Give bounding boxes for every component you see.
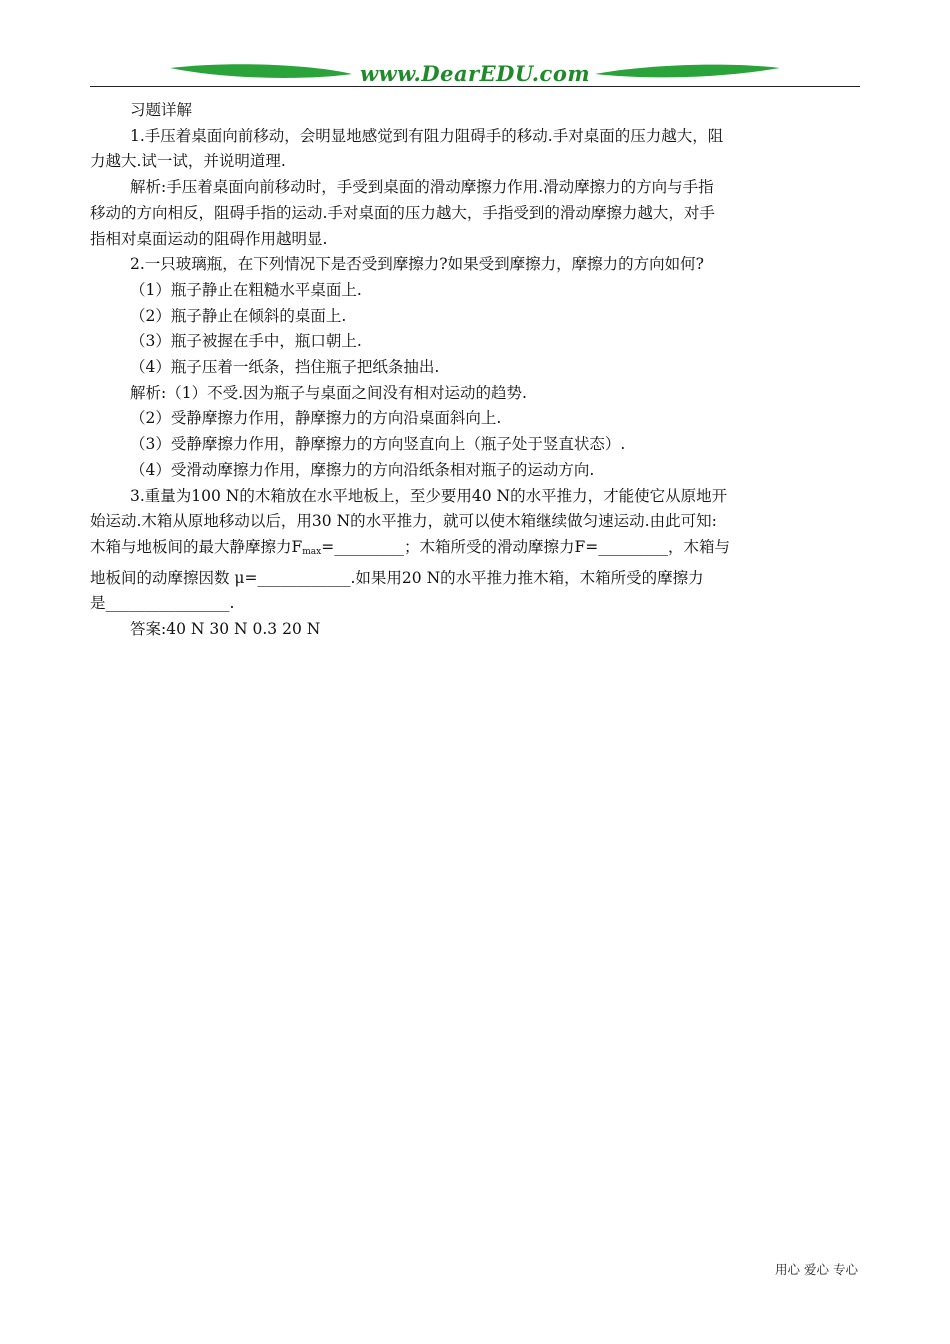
q2-answer-1: 解析:（1）不受.因为瓶子与桌面之间没有相对运动的趋势. xyxy=(130,383,527,402)
q3-line-1: 3.重量为100 N的木箱放在水平地板上，至少要用40 N的水平推力，才能使它从原地开 xyxy=(130,486,728,505)
q3-line-3-end: =_________；木箱所受的滑动摩擦力F=_________，木箱与 xyxy=(321,537,730,556)
q1-answer-line-2: 移动的方向相反，阻碍手指的运动.手对桌面的压力越大，手指受到的滑动摩擦力越大，对手 xyxy=(90,203,715,222)
q1-answer-line-3: 指相对桌面运动的阻碍作用越明显. xyxy=(90,229,328,248)
q3-answer: 答案:40 N 30 N 0.3 20 N xyxy=(130,620,321,639)
header-rule xyxy=(90,86,860,87)
page-footer: 用心 爱心 专心 xyxy=(775,1262,858,1277)
q2-option-2: （2）瓶子静止在倾斜的桌面上. xyxy=(130,306,347,325)
q1-line-1: 1.手压着桌面向前移动，会明显地感觉到有阻力阻碍手的移动.手对桌面的压力越大，阻 xyxy=(130,126,724,145)
q2-option-1: （1）瓶子静止在粗糙水平桌面上. xyxy=(130,280,362,299)
q2-answer-3: （3）受静摩擦力作用，静摩擦力的方向竖直向上（瓶子处于竖直状态）. xyxy=(130,435,626,454)
q3-line-5: 是________________. xyxy=(90,594,235,613)
q2-answer-2: （2）受静摩擦力作用，静摩擦力的方向沿桌面斜向上. xyxy=(130,409,502,428)
q2-option-3: （3）瓶子被握在手中，瓶口朝上. xyxy=(130,332,362,351)
q2-answer-4: （4）受滑动摩擦力作用，摩擦力的方向沿纸条相对瓶子的运动方向. xyxy=(130,460,595,479)
q2-stem: 2.一只玻璃瓶，在下列情况下是否受到摩擦力?如果受到摩擦力，摩擦力的方向如何? xyxy=(130,255,704,274)
q3-line-2: 始运动.木箱从原地移动以后，用30 N的水平推力，就可以使木箱继续做匀速运动.由此可知: xyxy=(90,512,717,531)
q1-line-2: 力越大.试一试，并说明道理. xyxy=(90,152,286,171)
document-body xyxy=(90,98,860,643)
site-logo-text[interactable]: www.DearEDU.com xyxy=(359,61,591,86)
q3-line-3 xyxy=(90,535,860,566)
section-title: 习题详解 xyxy=(130,101,193,119)
q1-answer-line-1: 解析:手压着桌面向前移动时，手受到桌面的滑动摩擦力作用.滑动摩擦力的方向与手指 xyxy=(130,178,714,197)
fmax-subscript: max xyxy=(302,546,322,557)
q3-line-3-start: 木箱与地板间的最大静摩擦力F xyxy=(90,537,303,556)
q2-option-4: （4）瓶子压着一纸条，挡住瓶子把纸条抽出. xyxy=(130,358,440,377)
q3-line-4: 地板间的动摩擦因数 μ=____________.如果用20 N的水平推力推木箱，木箱所受的摩擦力 xyxy=(90,568,704,587)
